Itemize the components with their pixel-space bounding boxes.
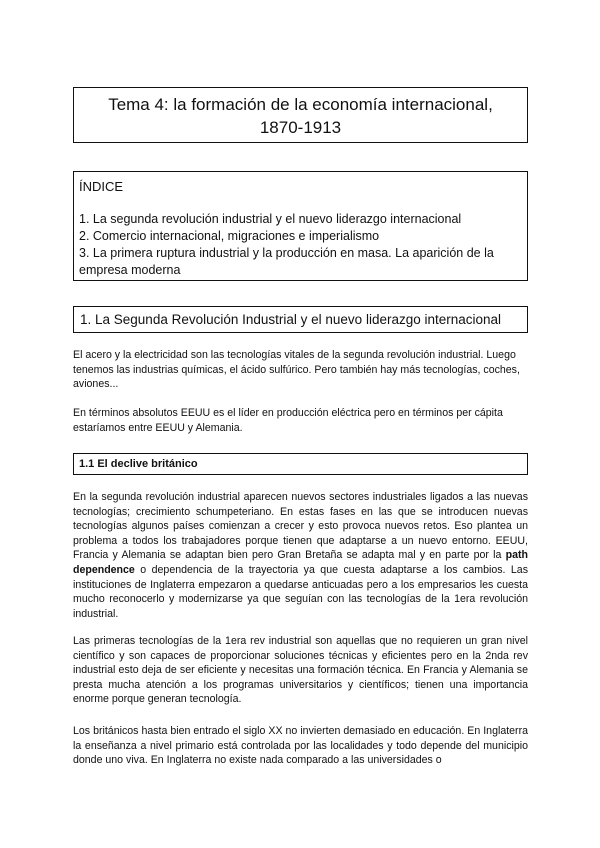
index-item-3: 3. La primera ruptura industrial y la producción en masa. La aparición de la empresa moderna xyxy=(79,246,494,277)
paragraph-5: Los británicos hasta bien entrado el siglo XX no invierten demasiado en educación. En Inglaterra la enseñanza a nivel primario está controlada por las localidades y todo depende del municipio donde uno viva. En Inglaterra no existe nada comparado a las universidades o xyxy=(73,725,528,767)
paragraph-3 xyxy=(73,490,528,621)
paragraph-3-text-b: o dependencia de la trayectoria ya que cuesta adaptarse a los cambios. Las instituciones de Inglaterra empezaron a quedarse anticuadas pero a los empresarios les cuesta mucho reconocerlo y modernizarse ya que seguían con las tecnologías de la 1era revolución industrial. xyxy=(73,563,528,620)
document-title-line1: Tema 4: la formación de la economía internacional, xyxy=(108,95,493,114)
paragraph-4: Las primeras tecnologías de la 1era rev industrial son aquellas que no requieren un gran nivel científico y son capaces de proporcionar soluciones técnicas y eficientes pero en la 2nda rev industrial esto deja de ser eficiente y necesitas una formación técnica. En Francia y Alemania se presta mucha atención a los programas universitarios y científicos; tienen una importancia enorme porque generan tecnología. xyxy=(73,635,528,706)
index-item-2: 2. Comercio internacional, migraciones e imperialismo xyxy=(79,229,380,243)
section-heading-1: 1. La Segunda Revolución Industrial y el nuevo liderazgo internacional xyxy=(73,306,528,333)
index-box xyxy=(73,171,528,281)
path-dependence-term: path dependence xyxy=(73,549,528,576)
paragraph-3-text-a: En la segunda revolución industrial aparecen nuevos sectores industriales ligados a las nuevas tecnologías; crecimiento schumpeteriano. En estas fases en las que se introducen nuevas tecnologías algunos países comienzan a crecer y esto provoca nuevos retos. Eso plantea un problema a todos los trabajadores porque tienen que adaptarse a un nuevo entorno. EEUU, Francia y Alemania se adaptan bien pero Gran Bretaña se adapta mal y en parte por la xyxy=(73,491,528,562)
document-title-box xyxy=(73,87,528,143)
index-heading: ÍNDICE xyxy=(79,179,124,194)
index-item-1: 1. La segunda revolución industrial y el nuevo liderazgo internacional xyxy=(79,212,462,226)
document-title-line2: 1870-1913 xyxy=(259,118,342,137)
paragraph-2: En términos absolutos EEUU es el líder en producción eléctrica pero en términos per cápita estaríamos entre EEUU y Alemania. xyxy=(73,407,503,434)
subsection-heading: 1.1 El declive británico xyxy=(73,453,528,475)
paragraph-1: El acero y la electricidad son las tecnologías vitales de la segunda revolución industrial. Luego tenemos las industrias químicas, el ácido sulfúrico. Pero también hay más tecnologías, coches, aviones... xyxy=(73,349,520,391)
